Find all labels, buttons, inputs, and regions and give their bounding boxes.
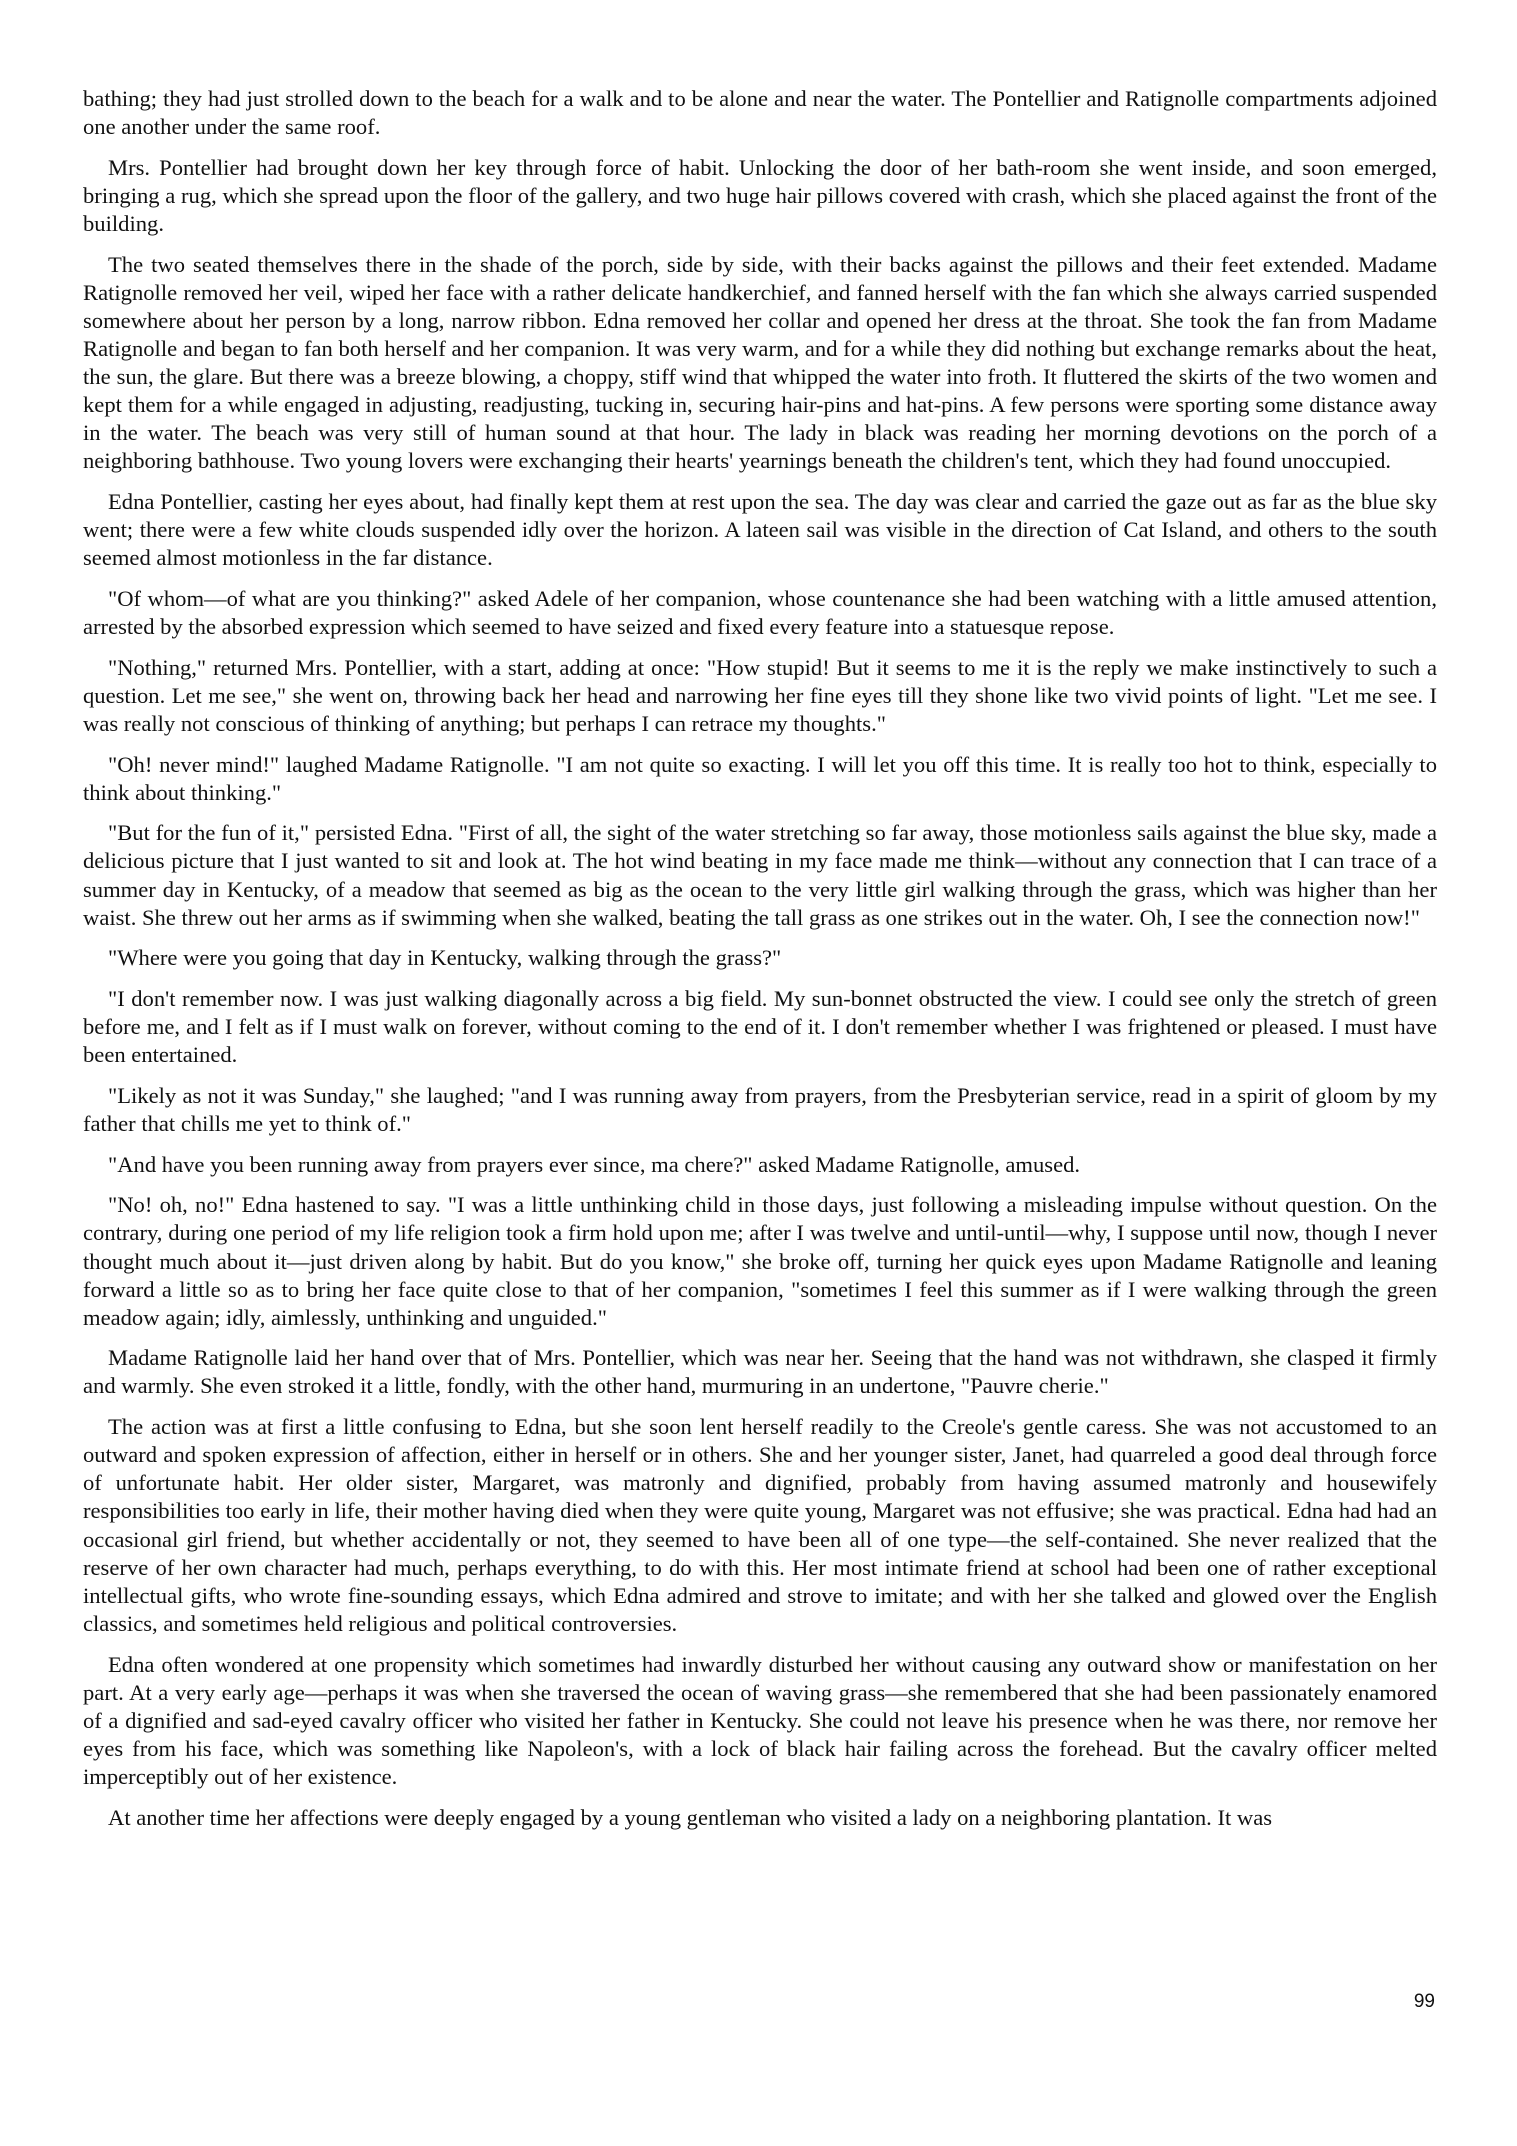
paragraph-17: At another time her affections were deeply engaged by a young gentleman who visited a lady on a neighboring plantation. It was — [108, 1804, 1273, 1830]
paragraph-1: bathing; they had just strolled down to the beach for a walk and to be alone and near the water. The Pontellier and Ratignolle compartments adjoined one another under the same roof. — [83, 86, 1437, 140]
paragraph-9: "Where were you going that day in Kentucky, walking through the grass?" — [108, 945, 782, 971]
paragraph-2: Mrs. Pontellier had brought down her key through force of habit. Unlocking the door of her bath-room she went inside, and soon emerged, bringing a rug, which she spread upon the floor of the gallery, and two huge hair pillows covered with crash, which she placed against the front of the building. — [83, 154, 1437, 236]
paragraph-12: "And have you been running away from prayers ever since, ma chere?" asked Madame Ratignolle, amused. — [108, 1151, 1081, 1177]
paragraph-4: Edna Pontellier, casting her eyes about, had finally kept them at rest upon the sea. The day was clear and carried the gaze out as far as the blue sky went; there were a few white clouds suspended idly over the horizon. A lateen sail was visible in the direction of Cat Island, and others to the south seemed almost motionless in the far distance. — [83, 489, 1437, 571]
paragraph-7: "Oh! never mind!" laughed Madame Ratignolle. "I am not quite so exacting. I will let you off this time. It is really too hot to think, especially to think about thinking." — [83, 751, 1437, 805]
body-text — [83, 85, 1437, 1844]
paragraph-10: "I don't remember now. I was just walking diagonally across a big field. My sun-bonnet obstructed the view. I could see only the stretch of green before me, and I felt as if I must walk on forever, without coming to the end of it. I don't remember whether I was frightened or pleased. I must have been entertained. — [83, 985, 1437, 1068]
paragraph-5: "Of whom—of what are you thinking?" asked Adele of her companion, whose countenance she had been watching with a little amused attention, arrested by the absorbed expression which seemed to have seized and fixed every feature into a statuesque repose. — [83, 585, 1437, 639]
page-number: 99 — [1413, 1991, 1435, 2012]
paragraph-6: "Nothing," returned Mrs. Pontellier, with a start, adding at once: "How stupid! But it seems to me it is the reply we make instinctively to such a question. Let me see," she went on, throwing back her head and narrowing her fine eyes till they shone like two vivid points of light. "Let me see. I was really not conscious of thinking of anything; but perhaps I can retrace my thoughts." — [83, 654, 1437, 736]
paragraph-11: "Likely as not it was Sunday," she laughed; "and I was running away from prayers, from the Presbyterian service, read in a spirit of gloom by my father that chills me yet to think of." — [83, 1082, 1437, 1136]
paragraph-13: "No! oh, no!" Edna hastened to say. "I was a little unthinking child in those days, just following a misleading impulse without question. On the contrary, during one period of my life religion took a firm hold upon me; after I was twelve and until-until—why, I suppose until now, though I never thought much about it—just driven along by habit. But do you know," she broke off, turning her quick eyes upon Madame Ratignolle and leaning forward a little so as to bring her face quite close to that of her companion, "sometimes I feel this summer as if I were walking through the green meadow again; idly, aimlessly, unthinking and unguided." — [83, 1192, 1437, 1330]
paragraph-16: Edna often wondered at one propensity which sometimes had inwardly disturbed her without causing any outward show or manifestation on her part. At a very early age—perhaps it was when she traversed the ocean of waving grass—she remembered that she had been passionately enamored of a dignified and sad-eyed cavalry officer who visited her father in Kentucky. She could not leave his presence when he was there, nor remove her eyes from his face, which was something like Napoleon's, with a lock of black hair failing across the forehead. But the cavalry officer melted imperceptibly out of her existence. — [83, 1651, 1437, 1789]
paragraph-14: Madame Ratignolle laid her hand over that of Mrs. Pontellier, which was near her. Seeing that the hand was not withdrawn, she clasped it firmly and warmly. She even stroked it a little, fondly, with the other hand, murmuring in an undertone, "Pauvre cherie." — [83, 1345, 1437, 1399]
paragraph-3: The two seated themselves there in the shade of the porch, side by side, with their backs against the pillows and their feet extended. Madame Ratignolle removed her veil, wiped her face with a rather delicate handkerchief, and fanned herself with the fan which she always carried suspended somewhere about her person by a long, narrow ribbon. Edna removed her collar and opened her dress at the throat. She took the fan from Madame Ratignolle and began to fan both herself and her companion. It was very warm, and for a while they did nothing but exchange remarks about the heat, the sun, the glare. But there was a breeze blowing, a choppy, stiff wind that whipped the water into froth. It fluttered the skirts of the two women and kept them for a while engaged in adjusting, readjusting, tucking in, securing hair-pins and hat-pins. A few persons were sporting some distance away in the water. The beach was very still of human sound at that hour. The lady in black was reading her morning devotions on the porch of a neighboring bathhouse. Two young lovers were exchanging their hearts' yearnings beneath the children's tent, which they had found unoccupied. — [83, 251, 1437, 474]
paragraph-8: "But for the fun of it," persisted Edna. "First of all, the sight of the water stretching so far away, those motionless sails against the blue sky, made a delicious picture that I just wanted to sit and look at. The hot wind beating in my face made me think—without any connection that I can trace of a summer day in Kentucky, of a meadow that seemed as big as the ocean to the very little girl walking through the grass, which was higher than her waist. She threw out her arms as if swimming when she walked, beating the tall grass as one strikes out in the water. Oh, I see the connection now!" — [83, 820, 1437, 930]
paragraph-15: The action was at first a little confusing to Edna, but she soon lent herself readily to the Creole's gentle caress. She was not accustomed to an outward and spoken expression of affection, either in herself or in others. She and her younger sister, Janet, had quarreled a good deal through force of unfortunate habit. Her older sister, Margaret, was matronly and dignified, probably from having assumed matronly and housewifely responsibilities too early in life, their mother having died when they were quite young, Margaret was not effusive; she was practical. Edna had had an occasional girl friend, but whether accidentally or not, they seemed to have been all of one type—the self-contained. She never realized that the reserve of her own character had much, perhaps everything, to do with this. Her most intimate friend at school had been one of rather exceptional intellectual gifts, who wrote fine-sounding essays, which Edna admired and strove to imitate; and with her she talked and glowed over the English classics, and sometimes held religious and political controversies. — [83, 1414, 1437, 1636]
